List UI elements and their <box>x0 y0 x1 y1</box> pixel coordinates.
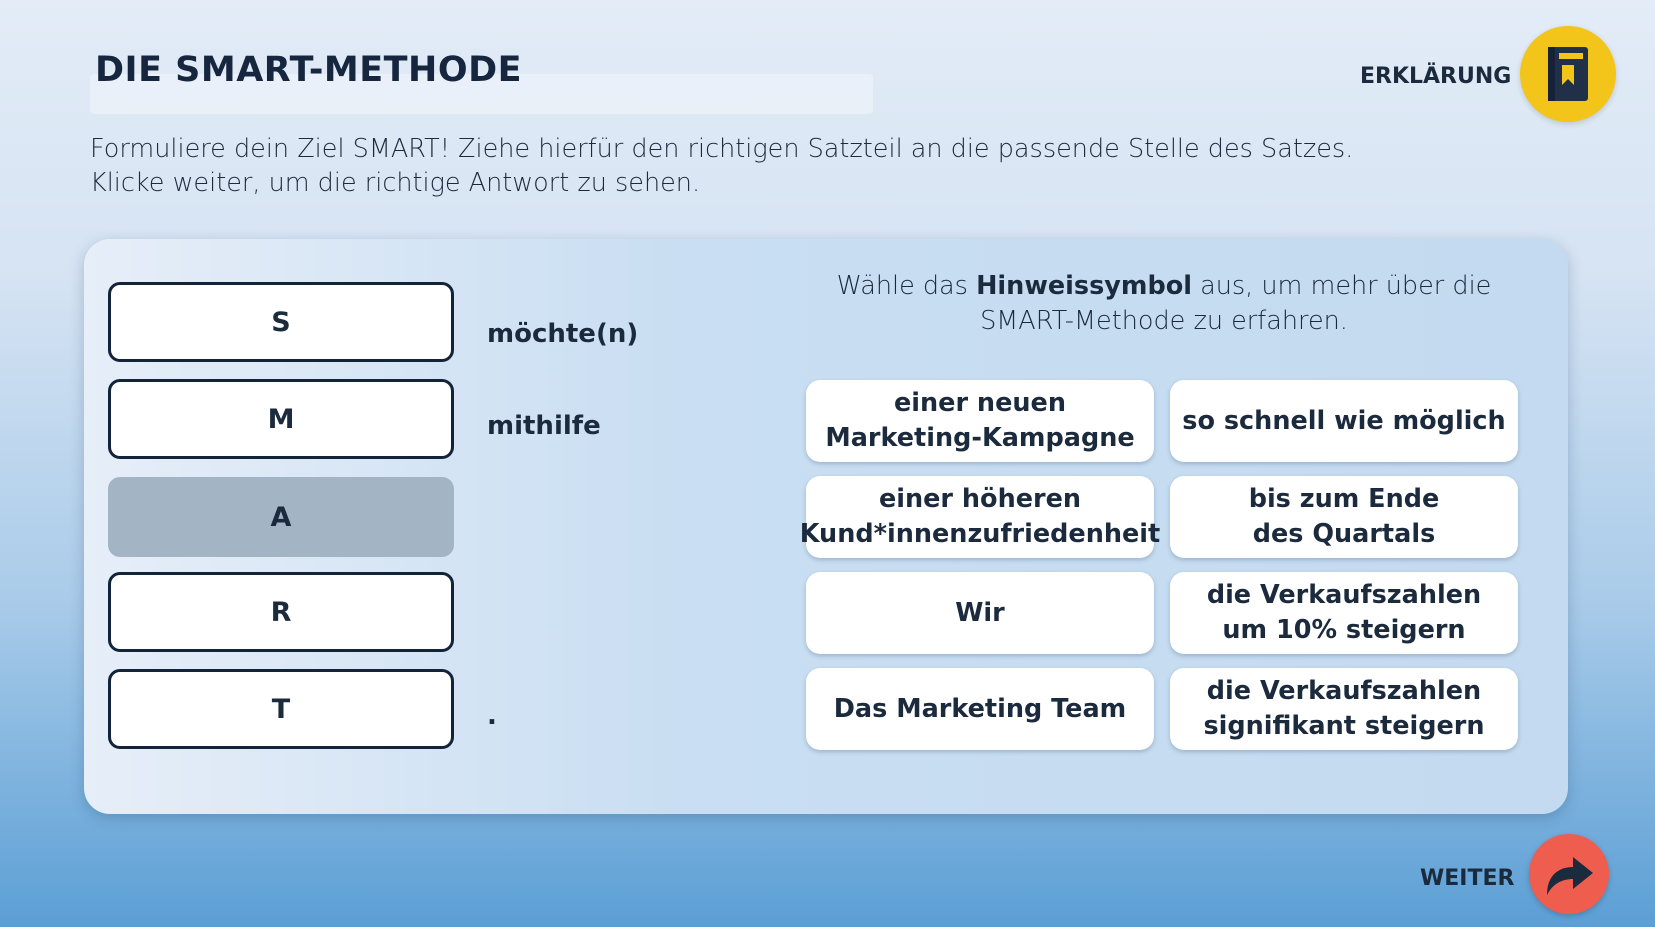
sentence-end-period: . <box>487 701 497 731</box>
option-card[interactable]: einer höheren Kund*innenzufriedenheit <box>806 476 1154 558</box>
hint-symbol-word: Hinweissymbol <box>976 271 1192 301</box>
slot-letter: S <box>271 306 291 338</box>
exercise-panel <box>84 239 1568 814</box>
arrow-forward-icon <box>1541 849 1597 899</box>
drop-slot-m[interactable] <box>108 379 454 459</box>
drop-slot-r[interactable] <box>108 572 454 652</box>
option-card[interactable]: einer neuen Marketing-Kampagne <box>806 380 1154 462</box>
option-card[interactable]: bis zum Ende des Quartals <box>1170 476 1518 558</box>
book-icon <box>1544 45 1592 103</box>
option-card[interactable]: so schnell wie möglich <box>1170 380 1518 462</box>
hint-text: Wähle das Hinweissymbol aus, um mehr über die SMART-Methode zu erfahren. <box>836 271 1492 336</box>
drop-slot-s[interactable] <box>108 282 454 362</box>
slot-letter: M <box>267 403 295 435</box>
drop-slot-a[interactable] <box>108 477 454 557</box>
slot-letter: T <box>271 693 291 725</box>
option-card[interactable]: Wir <box>806 572 1154 654</box>
next-button[interactable] <box>1529 834 1609 914</box>
instruction-line-2: Klicke weiter, um die richtige Antwort zu sehen. <box>90 168 701 198</box>
option-card[interactable]: Das Marketing Team <box>806 668 1154 750</box>
sentence-word-s: möchte(n) <box>487 319 639 349</box>
instruction-line-1: Formuliere dein Ziel SMART! Ziehe hierfür den richtigen Satzteil an die passende Stelle des Satzes. <box>90 134 1354 164</box>
slot-letter: R <box>270 596 292 628</box>
instructions <box>90 132 1353 200</box>
option-card[interactable]: die Verkaufszahlen um 10% steigern <box>1170 572 1518 654</box>
explain-button[interactable] <box>1520 26 1616 122</box>
explain-label[interactable]: ERKLÄRUNG <box>1360 64 1512 89</box>
page-title: DIE SMART-METHODE <box>95 50 523 90</box>
next-label[interactable]: WEITER <box>1420 866 1515 891</box>
option-card[interactable]: die Verkaufszahlen signifikant steigern <box>1170 668 1518 750</box>
drop-slot-t[interactable] <box>108 669 454 749</box>
slot-letter: A <box>270 501 292 533</box>
sentence-word-m: mithilfe <box>487 411 601 441</box>
